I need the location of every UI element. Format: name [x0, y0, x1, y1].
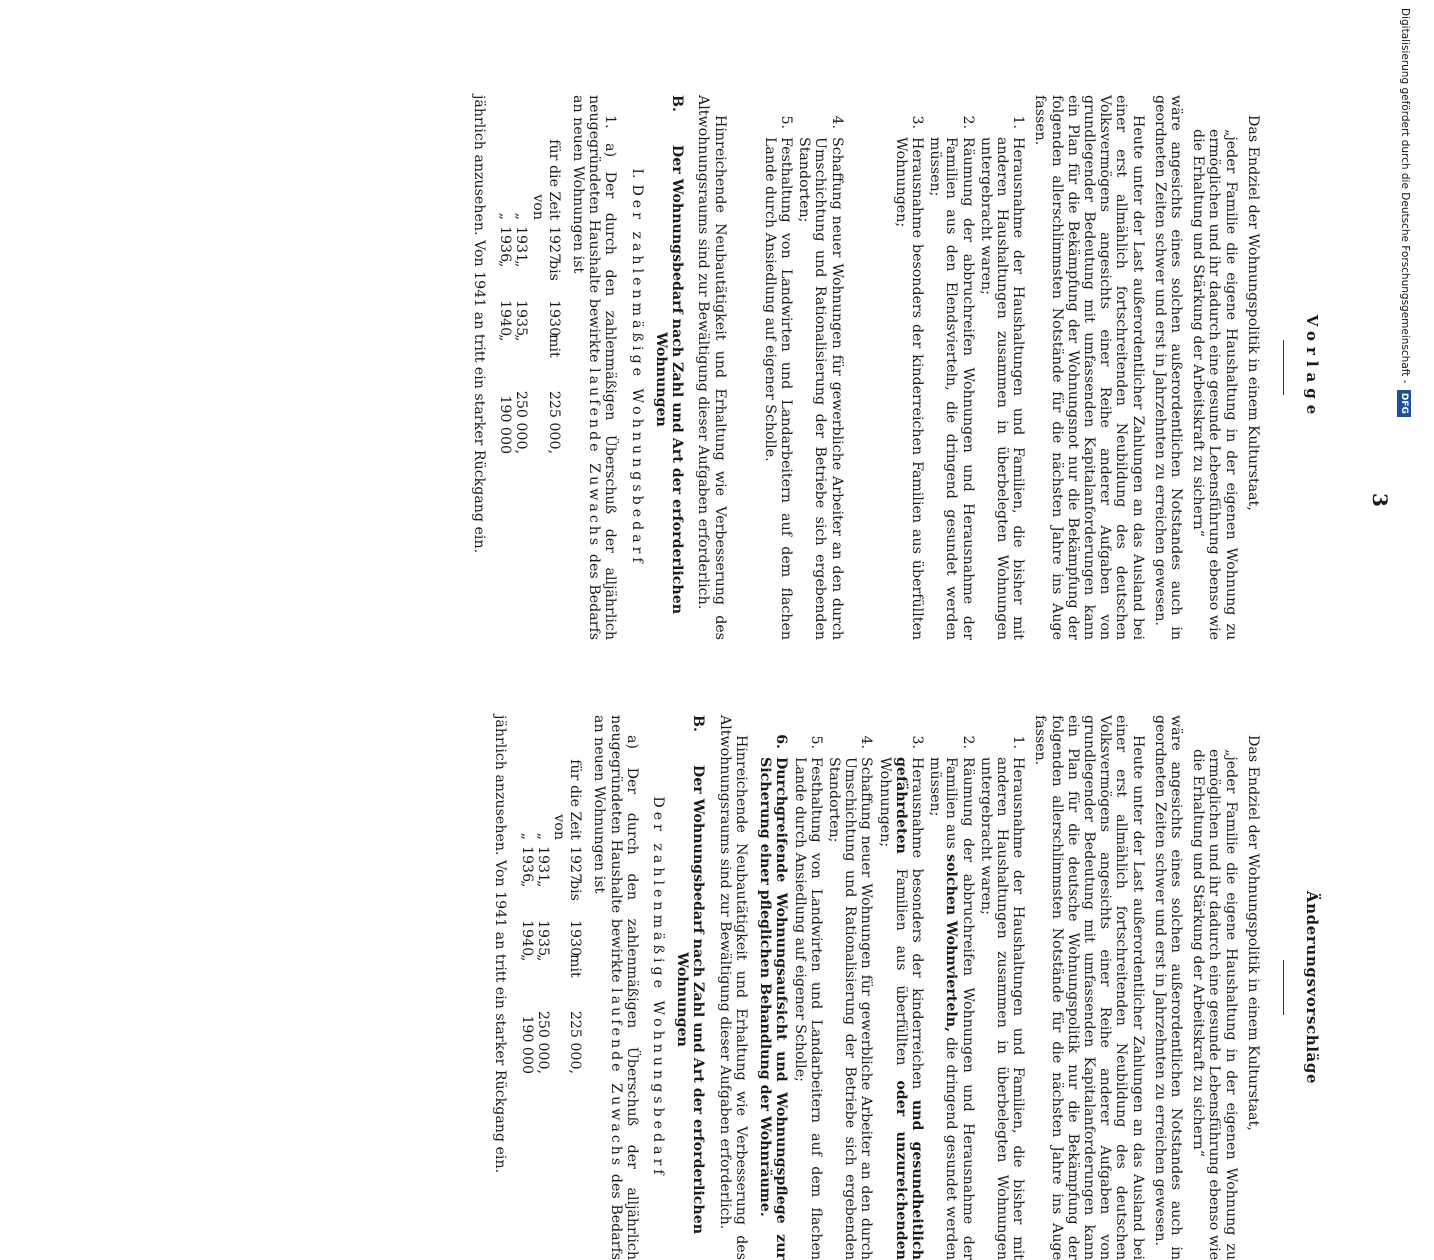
paragraph [570, 95, 619, 640]
intro-paragraph: Das Endziel der Wohnungspolitik in einem Kulturstaat, [1244, 735, 1261, 1131]
list-item [927, 95, 976, 640]
ditto-mark: „ [513, 334, 530, 342]
word-mit: mit [567, 954, 584, 978]
column-vorlage [465, 95, 1320, 640]
digitization-note-text: Digitalisierung gefördert durch die Deutsche Forschungsgemeinschaft - [1399, 8, 1411, 384]
list-text: Herausnahme der Haushaltungen und Familien, die bisher mit anderen Haushaltungen zusammen in überbelegten Wohnungen untergebracht waren; [977, 757, 1027, 1260]
column-title-vorlage: Vorlage [1303, 314, 1321, 421]
paragraph: Hinreichende Neubautätigkeit und Erhaltung wie Verbesserung des Altwohnungsraums sind zur Bewältigung dieser Aufgaben erforderlich. [716, 715, 749, 1260]
list-number: 3. [908, 735, 925, 749]
word-mit: mit [545, 334, 562, 358]
list-number: 5. [807, 735, 824, 749]
quote-paragraph: „jeder Familie die eigene Haushaltung in der eigenen Wohnung zu ermöglichen und ihr dadurch eine gesunde Lebensführung ebenso wie die Erhaltung und Stärkung der Arbeitskraft zu sichern“ [1190, 749, 1239, 1260]
ditto-mark: „ [534, 832, 551, 840]
section-heading-text: Der Wohnungsbedarf nach Zahl und Art der erforderlichen Wohnungen [674, 764, 707, 1235]
text-span: Wohnungen; [876, 757, 893, 848]
section-letter: B. [669, 95, 686, 112]
years-row [529, 125, 561, 640]
section-letter: B. [690, 715, 707, 732]
paragraph: Heute unter der Last außerordentlicher Zahlungen an das Ausland bei einer erst allmählich fortschreitenden Neubildung des deutschen Volksvermögens angesichts einer Reihe anderer Aufgaben von grundlegender Bedeutung mit umfassenden Kapitalanforderungen kann ein Plan für die deutsche Wohnungspolitik nur die Bekämpfung der folgenden allerschlimmsten Notstände für die nächsten Jahre ins Auge fassen. [1032, 715, 1146, 1260]
intro-paragraph: Das Endziel der Wohnungspolitik in einem Kulturstaat, [1244, 115, 1261, 511]
quote-paragraph: „jeder Familie die eigene Haushaltung in der eigenen Wohnung zu ermöglichen und ihr dadurch eine gesunde Lebensführung ebenso wie die Erhaltung und Stärkung der Arbeitskraft zu sichern“ [1190, 129, 1239, 640]
ditto-mark: „ [513, 260, 530, 268]
list-item [893, 95, 925, 640]
ditto-mark: „ [497, 260, 514, 268]
list-item [978, 715, 1027, 1260]
list-item [762, 95, 794, 640]
years-table [497, 125, 562, 640]
subsection-heading [650, 715, 666, 1260]
list-number: 4. [858, 735, 875, 749]
list-text [876, 757, 925, 1260]
year-to: 1935 [534, 920, 551, 957]
paragraph: Hinreichende Neubautätigkeit und Erhaltung wie Verbesserung des Altwohnungsraums sind zur Bewältigung dieser Aufgaben erforderlich. [695, 95, 728, 640]
years-row [497, 125, 513, 640]
text-span: 1. a) Der durch den zahlenmäßigen Überschuß der alljährlich neugegründeten Haushalte bewirkte [586, 95, 619, 640]
ditto-mark: „ [518, 832, 535, 840]
notstaende-list [762, 95, 1027, 640]
list-item [876, 715, 925, 1260]
years-table [518, 745, 583, 1260]
subsection-heading-text: Der zahlenmäßige Wohnungsbedarf [628, 184, 645, 567]
subsection-heading [629, 95, 645, 640]
ditto-mark: „ [534, 954, 551, 962]
text-span: die dringend gesundet werden müssen; [927, 757, 960, 1260]
list-item [757, 715, 789, 1260]
paragraph: wäre angesichts eines solchen außerordentlichen Notstandes auch in geordneten Zeiten schwer und erst in Jahrzehnten zu erreichen gewesen. [1151, 715, 1184, 1260]
year-value: 250 000, [534, 1010, 551, 1074]
list-item [826, 715, 875, 1260]
ditto-mark: „ [513, 212, 530, 220]
year-value: 225 000, [545, 390, 562, 454]
spaced-emphasis: laufende Zuwachs [607, 988, 624, 1169]
paragraph: jährlich anzusehen. Von 1941 an tritt ein starker Rückgang ein. [492, 715, 509, 1174]
year-from: 1936 [497, 226, 514, 263]
year-to: 1935 [513, 300, 530, 337]
ditto-mark: „ [497, 212, 514, 220]
list-text: Räumung der abbruchreifen Wohnungen und Herausnahme der Familien aus den Elendsvierteln, die dringend gesundet werden müssen; [927, 137, 976, 640]
year-from: 1927 [545, 226, 562, 263]
list-item [927, 715, 976, 1260]
ditto-mark: „ [518, 954, 535, 962]
text-span: Räumung der abbruchreifen Wohnungen und Herausnahme der Familien aus [943, 757, 976, 1260]
text-span: a) Der durch den zahlenmäßigen Überschuß der alljährlich neugegründeten Haushalte bewirkte [607, 715, 640, 1260]
digitization-note [1396, 8, 1414, 1008]
text-span: Familien aus überfüllten [892, 868, 909, 1066]
year-value: 250 000, [513, 390, 530, 454]
list-text: Schaffung neuer Wohnungen für gewerbliche Arbeiter an den durch Umschichtung und Rationalisierung der Betriebe sich ergebenden Standorten; [825, 757, 875, 1260]
column-aenderungsvorschlaege [486, 715, 1320, 1260]
year-from: 1931 [534, 846, 551, 883]
paragraph: jährlich anzusehen. Von 1941 an tritt ein starker Rückgang ein. [471, 95, 488, 554]
subsection-heading-text: Der zahlenmäßige Wohnungsbedarf [650, 796, 667, 1179]
subsection-roman: I. [628, 168, 645, 179]
list-number: 1. [1010, 735, 1027, 749]
column-title-aenderungsvorschlaege: Änderungsvorschläge [1303, 890, 1321, 1085]
years-row [513, 125, 529, 640]
ditto-mark: „ [518, 880, 535, 888]
years-intro: für die Zeit von [551, 759, 584, 840]
year-value: 225 000, [567, 1010, 584, 1074]
list-text: Durchgreifende Wohnungsaufsicht und Wohnungspflege zur Sicherung einer pfleglichen Behandlung der Wohnräume. [757, 757, 790, 1260]
bold-insertion: und gesundheitlich gefährdeten [892, 757, 925, 1260]
document-page [130, 95, 1392, 1260]
page-number: 3 [1368, 493, 1392, 507]
bold-insertion: solchen Wohnvierteln, [943, 854, 960, 1033]
spacer [847, 95, 891, 640]
year-to: 1940 [497, 300, 514, 337]
year-to: 1930 [567, 920, 584, 957]
year-to: 1940 [518, 920, 535, 957]
word-bis: bis [567, 880, 584, 901]
paragraph: Heute unter der Last außerordentlicher Zahlungen an das Ausland bei einer erst allmählich fortschreitenden Neubildung des deutschen Volksvermögens angesichts einer Reihe anderer Aufgaben von grundlegender Bedeutung mit umfassenden Kapitalanforderungen kann ein Plan für die Bekämpfung der Wohnungsnot nur die Bekämpfung der folgenden allerschlimmsten Notstände für die nächsten Jahre ins Auge fassen. [1032, 95, 1146, 640]
list-text: Festhaltung von Landwirten und Landarbeitern auf dem flachen Lande durch Ansiedlung auf eigener Scholle. [761, 137, 794, 640]
list-number: 6. [773, 734, 790, 749]
list-text: Herausnahme besonders der kinderreichen Familien aus überfüllten Wohnungen; [892, 137, 925, 640]
list-item [791, 715, 823, 1260]
list-text: Herausnahme der Haushaltungen und Familien, die bisher mit anderen Haushaltungen zusammen in überbelegten Wohnungen untergebracht waren; [977, 137, 1027, 640]
ditto-mark: „ [534, 880, 551, 888]
years-row [535, 745, 551, 1260]
section-heading-text: Der Wohnungsbedarf nach Zahl und Art der erforderlichen Wohnungen [652, 144, 686, 615]
text-span: des Bedarfs an neuen Wohnungen ist [591, 715, 624, 1260]
paragraph [591, 715, 640, 1260]
bold-insertion: oder unzureichenden [892, 1080, 909, 1260]
list-number: 1. [1010, 115, 1027, 129]
list-number: 4. [828, 115, 845, 129]
year-to: 1930 [545, 300, 562, 337]
title-rule [1283, 340, 1284, 395]
list-text: Schaffung neuer Wohnungen für gewerbliche Arbeiter an den durch Umschichtung und Rationalisierung der Betriebe sich ergebenden Standorten; [796, 137, 845, 640]
title-rule [1283, 960, 1284, 1015]
notstaende-list [757, 715, 1026, 1260]
list-number: 2. [959, 735, 976, 749]
text-span: Herausnahme besonders der kinderreichen [908, 757, 925, 1090]
year-from: 1931 [513, 226, 530, 263]
year-from: 1927 [567, 846, 584, 883]
spacer [728, 95, 754, 640]
dfg-logo: DFG [1397, 390, 1411, 417]
list-number: 3. [908, 115, 925, 129]
years-row [551, 745, 583, 1260]
text-span: des Bedarfs an neuen Wohnungen ist [570, 95, 603, 641]
list-item [796, 95, 845, 640]
section-heading-b [674, 715, 706, 1260]
list-number: 5. [777, 115, 794, 129]
year-from: 1936 [518, 846, 535, 883]
spaced-emphasis: laufende Zuwachs [586, 368, 603, 549]
year-value: 190 000 [518, 1015, 535, 1074]
section-heading-b [653, 95, 685, 640]
years-intro: für die Zeit von [529, 139, 562, 220]
list-item [978, 95, 1027, 640]
years-row [518, 745, 534, 1260]
year-value: 190 000 [497, 395, 514, 454]
list-text [927, 757, 976, 1260]
list-number: 2. [959, 115, 976, 129]
paragraph: wäre angesichts eines solchen außerordentlichen Notstandes auch in geordneten Zeiten schwer und erst in Jahrzehnten zu erreichen gewesen. [1151, 95, 1184, 640]
list-text: Festhaltung von Landwirten und Landarbeitern auf dem flachen Lande durch Ansiedlung auf eigener Scholle; [791, 757, 824, 1260]
ditto-mark: „ [497, 334, 514, 342]
word-bis: bis [545, 260, 562, 281]
